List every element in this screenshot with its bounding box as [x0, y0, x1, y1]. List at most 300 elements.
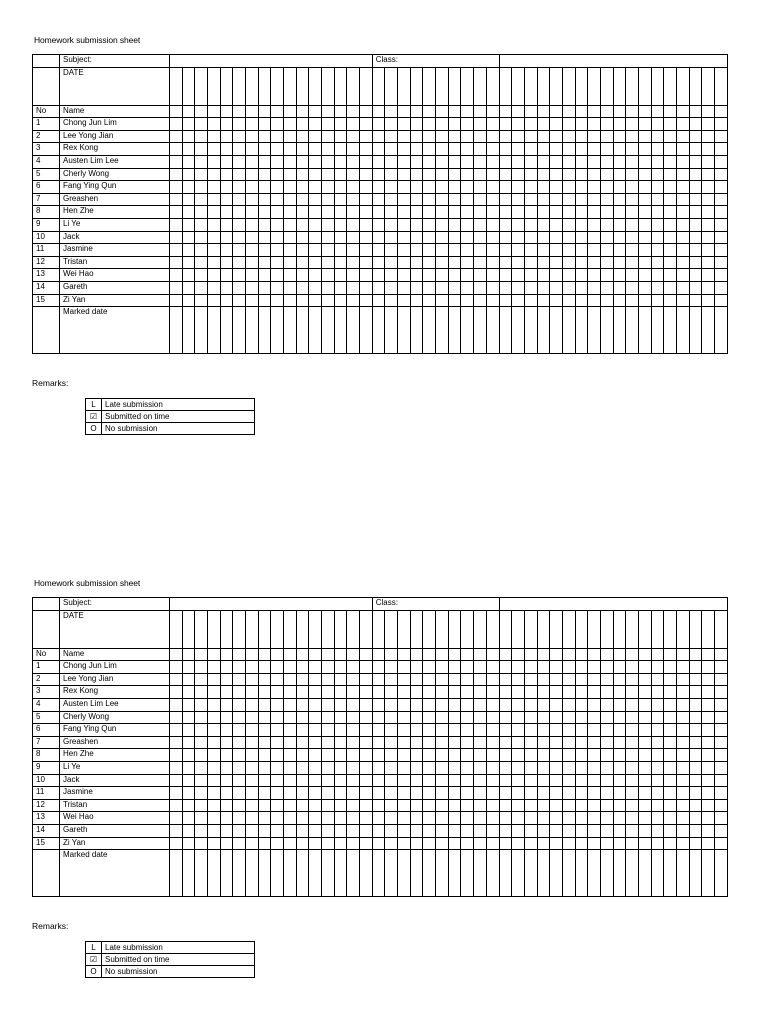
- grid-cell[interactable]: [334, 130, 347, 143]
- grid-cell[interactable]: [715, 181, 728, 194]
- grid-cell[interactable]: [639, 218, 652, 231]
- grid-cell[interactable]: [715, 774, 728, 787]
- grid-cell[interactable]: [600, 269, 613, 282]
- grid-cell[interactable]: [233, 168, 246, 181]
- grid-cell[interactable]: [334, 67, 347, 105]
- grid-cell[interactable]: [220, 824, 233, 837]
- grid-cell[interactable]: [347, 294, 360, 307]
- grid-cell[interactable]: [486, 244, 499, 257]
- grid-cell[interactable]: [208, 231, 221, 244]
- grid-cell[interactable]: [195, 218, 208, 231]
- grid-cell[interactable]: [448, 294, 461, 307]
- grid-cell[interactable]: [410, 256, 423, 269]
- grid-cell[interactable]: [220, 761, 233, 774]
- grid-cell[interactable]: [562, 244, 575, 257]
- grid-cell[interactable]: [410, 850, 423, 897]
- grid-cell[interactable]: [499, 711, 512, 724]
- grid-cell[interactable]: [208, 661, 221, 674]
- grid-cell[interactable]: [524, 118, 537, 131]
- grid-cell[interactable]: [664, 698, 677, 711]
- grid-cell[interactable]: [537, 774, 550, 787]
- grid-cell[interactable]: [182, 648, 195, 661]
- grid-cell[interactable]: [613, 850, 626, 897]
- grid-cell[interactable]: [334, 799, 347, 812]
- grid-cell[interactable]: [639, 787, 652, 800]
- grid-cell[interactable]: [512, 168, 525, 181]
- grid-cell[interactable]: [372, 218, 385, 231]
- grid-cell[interactable]: [677, 661, 690, 674]
- grid-cell[interactable]: [550, 698, 563, 711]
- grid-cell[interactable]: [613, 661, 626, 674]
- grid-cell[interactable]: [284, 736, 297, 749]
- grid-cell[interactable]: [233, 244, 246, 257]
- grid-cell[interactable]: [474, 749, 487, 762]
- grid-cell[interactable]: [474, 269, 487, 282]
- grid-cell[interactable]: [195, 774, 208, 787]
- grid-cell[interactable]: [651, 774, 664, 787]
- grid-cell[interactable]: [195, 686, 208, 699]
- grid-cell[interactable]: [613, 648, 626, 661]
- grid-cell[interactable]: [284, 698, 297, 711]
- grid-cell[interactable]: [220, 168, 233, 181]
- grid-cell[interactable]: [423, 294, 436, 307]
- grid-cell[interactable]: [360, 724, 373, 737]
- grid-cell[interactable]: [664, 143, 677, 156]
- grid-cell[interactable]: [639, 661, 652, 674]
- grid-cell[interactable]: [550, 143, 563, 156]
- grid-cell[interactable]: [398, 193, 411, 206]
- grid-cell[interactable]: [284, 610, 297, 648]
- grid-cell[interactable]: [385, 774, 398, 787]
- grid-cell[interactable]: [702, 67, 715, 105]
- grid-cell[interactable]: [309, 294, 322, 307]
- grid-cell[interactable]: [550, 648, 563, 661]
- grid-cell[interactable]: [258, 130, 271, 143]
- grid-cell[interactable]: [613, 130, 626, 143]
- grid-cell[interactable]: [296, 281, 309, 294]
- grid-cell[interactable]: [689, 244, 702, 257]
- grid-cell[interactable]: [613, 837, 626, 850]
- grid-cell[interactable]: [562, 761, 575, 774]
- grid-cell[interactable]: [220, 130, 233, 143]
- grid-cell[interactable]: [689, 661, 702, 674]
- grid-cell[interactable]: [626, 143, 639, 156]
- grid-cell[interactable]: [639, 231, 652, 244]
- grid-cell[interactable]: [588, 206, 601, 219]
- grid-cell[interactable]: [385, 105, 398, 118]
- grid-cell[interactable]: [208, 218, 221, 231]
- grid-cell[interactable]: [182, 812, 195, 825]
- grid-cell[interactable]: [195, 850, 208, 897]
- grid-cell[interactable]: [423, 686, 436, 699]
- grid-cell[interactable]: [600, 736, 613, 749]
- grid-cell[interactable]: [575, 736, 588, 749]
- grid-cell[interactable]: [372, 610, 385, 648]
- grid-cell[interactable]: [347, 130, 360, 143]
- grid-cell[interactable]: [360, 610, 373, 648]
- grid-cell[interactable]: [195, 244, 208, 257]
- grid-cell[interactable]: [600, 698, 613, 711]
- grid-cell[interactable]: [385, 711, 398, 724]
- grid-cell[interactable]: [600, 850, 613, 897]
- grid-cell[interactable]: [613, 749, 626, 762]
- grid-cell[interactable]: [524, 130, 537, 143]
- grid-cell[interactable]: [410, 168, 423, 181]
- grid-cell[interactable]: [689, 698, 702, 711]
- grid-cell[interactable]: [398, 774, 411, 787]
- grid-cell[interactable]: [385, 244, 398, 257]
- grid-cell[interactable]: [398, 67, 411, 105]
- grid-cell[interactable]: [524, 711, 537, 724]
- grid-cell[interactable]: [512, 673, 525, 686]
- grid-cell[interactable]: [537, 724, 550, 737]
- grid-cell[interactable]: [233, 130, 246, 143]
- grid-cell[interactable]: [246, 181, 259, 194]
- grid-cell[interactable]: [436, 787, 449, 800]
- grid-cell[interactable]: [575, 850, 588, 897]
- grid-cell[interactable]: [208, 244, 221, 257]
- grid-cell[interactable]: [486, 193, 499, 206]
- grid-cell[interactable]: [170, 231, 183, 244]
- grid-cell[interactable]: [284, 130, 297, 143]
- grid-cell[interactable]: [461, 218, 474, 231]
- grid-cell[interactable]: [474, 206, 487, 219]
- grid-cell[interactable]: [512, 711, 525, 724]
- grid-cell[interactable]: [639, 686, 652, 699]
- grid-cell[interactable]: [664, 294, 677, 307]
- grid-cell[interactable]: [600, 206, 613, 219]
- grid-cell[interactable]: [258, 698, 271, 711]
- grid-cell[interactable]: [347, 749, 360, 762]
- grid-cell[interactable]: [220, 610, 233, 648]
- grid-cell[interactable]: [461, 610, 474, 648]
- grid-cell[interactable]: [486, 698, 499, 711]
- grid-cell[interactable]: [562, 281, 575, 294]
- class-field[interactable]: [499, 598, 727, 611]
- grid-cell[interactable]: [360, 824, 373, 837]
- grid-cell[interactable]: [512, 294, 525, 307]
- grid-cell[interactable]: [588, 281, 601, 294]
- grid-cell[interactable]: [613, 105, 626, 118]
- grid-cell[interactable]: [360, 281, 373, 294]
- grid-cell[interactable]: [639, 850, 652, 897]
- grid-cell[interactable]: [208, 686, 221, 699]
- grid-cell[interactable]: [715, 850, 728, 897]
- grid-cell[interactable]: [360, 168, 373, 181]
- grid-cell[interactable]: [689, 130, 702, 143]
- grid-cell[interactable]: [322, 711, 335, 724]
- grid-cell[interactable]: [562, 155, 575, 168]
- grid-cell[interactable]: [664, 231, 677, 244]
- grid-cell[interactable]: [639, 269, 652, 282]
- grid-cell[interactable]: [284, 761, 297, 774]
- grid-cell[interactable]: [246, 118, 259, 131]
- grid-cell[interactable]: [702, 661, 715, 674]
- grid-cell[interactable]: [309, 799, 322, 812]
- grid-cell[interactable]: [689, 812, 702, 825]
- grid-cell[interactable]: [537, 130, 550, 143]
- grid-cell[interactable]: [524, 206, 537, 219]
- grid-cell[interactable]: [486, 118, 499, 131]
- grid-cell[interactable]: [271, 294, 284, 307]
- grid-cell[interactable]: [512, 761, 525, 774]
- grid-cell[interactable]: [347, 711, 360, 724]
- grid-cell[interactable]: [550, 294, 563, 307]
- grid-cell[interactable]: [600, 610, 613, 648]
- grid-cell[interactable]: [537, 661, 550, 674]
- grid-cell[interactable]: [486, 281, 499, 294]
- grid-cell[interactable]: [410, 244, 423, 257]
- grid-cell[interactable]: [372, 812, 385, 825]
- grid-cell[interactable]: [715, 168, 728, 181]
- grid-cell[interactable]: [588, 610, 601, 648]
- grid-cell[interactable]: [423, 67, 436, 105]
- grid-cell[interactable]: [258, 155, 271, 168]
- grid-cell[interactable]: [474, 307, 487, 354]
- grid-cell[interactable]: [246, 168, 259, 181]
- grid-cell[interactable]: [537, 610, 550, 648]
- grid-cell[interactable]: [436, 686, 449, 699]
- grid-cell[interactable]: [550, 168, 563, 181]
- grid-cell[interactable]: [689, 281, 702, 294]
- grid-cell[interactable]: [677, 269, 690, 282]
- grid-cell[interactable]: [651, 143, 664, 156]
- grid-cell[interactable]: [689, 256, 702, 269]
- grid-cell[interactable]: [550, 850, 563, 897]
- grid-cell[interactable]: [334, 218, 347, 231]
- grid-cell[interactable]: [562, 294, 575, 307]
- grid-cell[interactable]: [322, 143, 335, 156]
- grid-cell[interactable]: [575, 698, 588, 711]
- grid-cell[interactable]: [170, 749, 183, 762]
- grid-cell[interactable]: [246, 244, 259, 257]
- grid-cell[interactable]: [512, 837, 525, 850]
- grid-cell[interactable]: [613, 118, 626, 131]
- grid-cell[interactable]: [600, 812, 613, 825]
- grid-cell[interactable]: [715, 155, 728, 168]
- grid-cell[interactable]: [385, 673, 398, 686]
- grid-cell[interactable]: [309, 648, 322, 661]
- grid-cell[interactable]: [220, 307, 233, 354]
- grid-cell[interactable]: [715, 231, 728, 244]
- grid-cell[interactable]: [664, 610, 677, 648]
- grid-cell[interactable]: [613, 774, 626, 787]
- grid-cell[interactable]: [385, 787, 398, 800]
- grid-cell[interactable]: [588, 761, 601, 774]
- grid-cell[interactable]: [448, 787, 461, 800]
- grid-cell[interactable]: [208, 837, 221, 850]
- grid-cell[interactable]: [170, 181, 183, 194]
- grid-cell[interactable]: [309, 67, 322, 105]
- grid-cell[interactable]: [575, 168, 588, 181]
- grid-cell[interactable]: [588, 774, 601, 787]
- grid-cell[interactable]: [208, 749, 221, 762]
- grid-cell[interactable]: [575, 256, 588, 269]
- grid-cell[interactable]: [639, 118, 652, 131]
- grid-cell[interactable]: [512, 736, 525, 749]
- grid-cell[interactable]: [208, 761, 221, 774]
- grid-cell[interactable]: [423, 711, 436, 724]
- grid-cell[interactable]: [651, 67, 664, 105]
- grid-cell[interactable]: [347, 143, 360, 156]
- grid-cell[interactable]: [271, 850, 284, 897]
- grid-cell[interactable]: [423, 812, 436, 825]
- grid-cell[interactable]: [398, 698, 411, 711]
- grid-cell[interactable]: [170, 118, 183, 131]
- grid-cell[interactable]: [461, 774, 474, 787]
- grid-cell[interactable]: [562, 231, 575, 244]
- grid-cell[interactable]: [182, 218, 195, 231]
- grid-cell[interactable]: [550, 269, 563, 282]
- grid-cell[interactable]: [233, 774, 246, 787]
- grid-cell[interactable]: [233, 181, 246, 194]
- grid-cell[interactable]: [550, 711, 563, 724]
- grid-cell[interactable]: [410, 711, 423, 724]
- grid-cell[interactable]: [195, 749, 208, 762]
- grid-cell[interactable]: [436, 749, 449, 762]
- grid-cell[interactable]: [423, 181, 436, 194]
- grid-cell[interactable]: [486, 850, 499, 897]
- grid-cell[interactable]: [436, 824, 449, 837]
- grid-cell[interactable]: [448, 799, 461, 812]
- grid-cell[interactable]: [410, 118, 423, 131]
- grid-cell[interactable]: [182, 711, 195, 724]
- grid-cell[interactable]: [677, 648, 690, 661]
- grid-cell[interactable]: [436, 307, 449, 354]
- grid-cell[interactable]: [423, 231, 436, 244]
- grid-cell[interactable]: [284, 143, 297, 156]
- grid-cell[interactable]: [436, 774, 449, 787]
- grid-cell[interactable]: [296, 673, 309, 686]
- grid-cell[interactable]: [474, 648, 487, 661]
- grid-cell[interactable]: [550, 155, 563, 168]
- grid-cell[interactable]: [600, 673, 613, 686]
- grid-cell[interactable]: [258, 231, 271, 244]
- grid-cell[interactable]: [271, 256, 284, 269]
- grid-cell[interactable]: [170, 774, 183, 787]
- grid-cell[interactable]: [296, 749, 309, 762]
- grid-cell[interactable]: [651, 610, 664, 648]
- grid-cell[interactable]: [334, 610, 347, 648]
- grid-cell[interactable]: [296, 850, 309, 897]
- grid-cell[interactable]: [677, 118, 690, 131]
- grid-cell[interactable]: [715, 711, 728, 724]
- grid-cell[interactable]: [334, 307, 347, 354]
- grid-cell[interactable]: [398, 787, 411, 800]
- grid-cell[interactable]: [651, 181, 664, 194]
- grid-cell[interactable]: [512, 799, 525, 812]
- grid-cell[interactable]: [182, 837, 195, 850]
- grid-cell[interactable]: [461, 193, 474, 206]
- grid-cell[interactable]: [208, 736, 221, 749]
- grid-cell[interactable]: [208, 698, 221, 711]
- grid-cell[interactable]: [246, 787, 259, 800]
- grid-cell[interactable]: [372, 193, 385, 206]
- grid-cell[interactable]: [284, 787, 297, 800]
- grid-cell[interactable]: [309, 193, 322, 206]
- grid-cell[interactable]: [575, 294, 588, 307]
- grid-cell[interactable]: [448, 281, 461, 294]
- grid-cell[interactable]: [398, 648, 411, 661]
- grid-cell[interactable]: [715, 837, 728, 850]
- grid-cell[interactable]: [677, 307, 690, 354]
- grid-cell[interactable]: [626, 269, 639, 282]
- grid-cell[interactable]: [677, 799, 690, 812]
- grid-cell[interactable]: [296, 130, 309, 143]
- grid-cell[interactable]: [448, 143, 461, 156]
- grid-cell[interactable]: [448, 218, 461, 231]
- grid-cell[interactable]: [385, 812, 398, 825]
- grid-cell[interactable]: [613, 698, 626, 711]
- grid-cell[interactable]: [537, 812, 550, 825]
- grid-cell[interactable]: [702, 143, 715, 156]
- grid-cell[interactable]: [284, 686, 297, 699]
- grid-cell[interactable]: [486, 294, 499, 307]
- grid-cell[interactable]: [613, 307, 626, 354]
- grid-cell[interactable]: [537, 749, 550, 762]
- grid-cell[interactable]: [347, 218, 360, 231]
- grid-cell[interactable]: [208, 850, 221, 897]
- grid-cell[interactable]: [537, 673, 550, 686]
- grid-cell[interactable]: [677, 206, 690, 219]
- grid-cell[interactable]: [689, 67, 702, 105]
- grid-cell[interactable]: [398, 206, 411, 219]
- grid-cell[interactable]: [715, 118, 728, 131]
- grid-cell[interactable]: [715, 218, 728, 231]
- grid-cell[interactable]: [677, 686, 690, 699]
- grid-cell[interactable]: [182, 281, 195, 294]
- grid-cell[interactable]: [208, 711, 221, 724]
- grid-cell[interactable]: [461, 787, 474, 800]
- grid-cell[interactable]: [702, 749, 715, 762]
- grid-cell[interactable]: [334, 244, 347, 257]
- grid-cell[interactable]: [360, 673, 373, 686]
- grid-cell[interactable]: [715, 673, 728, 686]
- grid-cell[interactable]: [626, 812, 639, 825]
- grid-cell[interactable]: [461, 231, 474, 244]
- grid-cell[interactable]: [639, 294, 652, 307]
- grid-cell[interactable]: [423, 193, 436, 206]
- grid-cell[interactable]: [639, 698, 652, 711]
- grid-cell[interactable]: [334, 168, 347, 181]
- grid-cell[interactable]: [246, 256, 259, 269]
- grid-cell[interactable]: [499, 774, 512, 787]
- grid-cell[interactable]: [499, 837, 512, 850]
- grid-cell[interactable]: [398, 686, 411, 699]
- grid-cell[interactable]: [562, 774, 575, 787]
- grid-cell[interactable]: [322, 168, 335, 181]
- grid-cell[interactable]: [537, 231, 550, 244]
- grid-cell[interactable]: [385, 67, 398, 105]
- grid-cell[interactable]: [334, 761, 347, 774]
- grid-cell[interactable]: [537, 281, 550, 294]
- grid-cell[interactable]: [664, 850, 677, 897]
- grid-cell[interactable]: [410, 812, 423, 825]
- grid-cell[interactable]: [436, 244, 449, 257]
- grid-cell[interactable]: [702, 610, 715, 648]
- grid-cell[interactable]: [512, 67, 525, 105]
- grid-cell[interactable]: [588, 673, 601, 686]
- grid-cell[interactable]: [170, 724, 183, 737]
- grid-cell[interactable]: [284, 749, 297, 762]
- grid-cell[interactable]: [562, 143, 575, 156]
- grid-cell[interactable]: [448, 130, 461, 143]
- grid-cell[interactable]: [664, 648, 677, 661]
- grid-cell[interactable]: [372, 824, 385, 837]
- grid-cell[interactable]: [246, 749, 259, 762]
- grid-cell[interactable]: [436, 837, 449, 850]
- grid-cell[interactable]: [677, 281, 690, 294]
